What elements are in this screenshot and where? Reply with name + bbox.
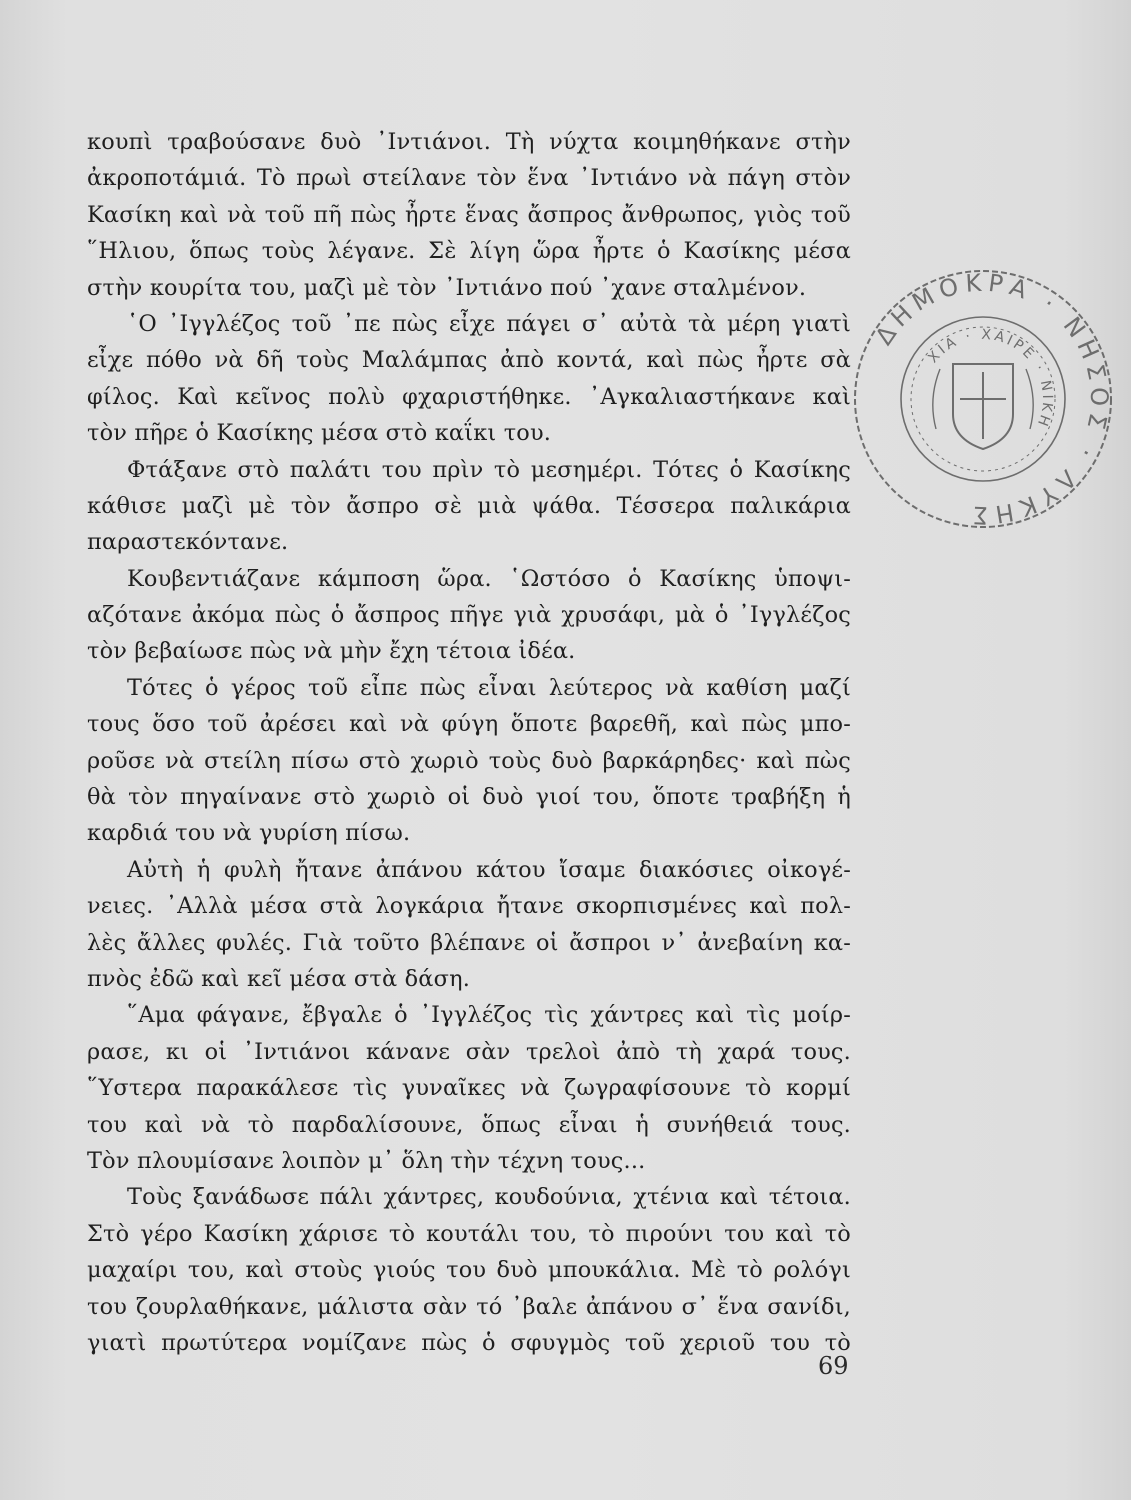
text-line: Τότες ὁ γέρος τοῦ εἶπε πὼς εἶναι λεύτερος νὰ καθίση μαζί bbox=[127, 674, 851, 701]
text-line: τὸν πῆρε ὁ Κασίκης μέσα στὸ καΐκι του. bbox=[87, 420, 552, 447]
text-line: ῞Αμα φάγανε, ἔβγαλε ὁ ᾿Ιγγλέζος τὶς χάντρες καὶ τὶς μοίρ- bbox=[127, 1002, 851, 1029]
body-text bbox=[87, 124, 851, 1361]
text-line: θὰ τὸν πηγαίνανε στὸ χωριὸ οἱ δυὸ γιοί του, ὅποτε τραβήξη ἡ bbox=[87, 784, 851, 811]
text-line: λὲς ἄλλες φυλές. Γιὰ τοῦτο βλέπανε οἱ ἄσπροι ν᾿ ἀνεβαίνη κα- bbox=[87, 929, 851, 956]
text-line: ῞Υστερα παρακάλεσε τὶς γυναῖκες νὰ ζωγραφίσουνε τὸ κορμί bbox=[87, 1075, 851, 1102]
text-line: Κασίκη καὶ νὰ τοῦ πῆ πὼς ἦρτε ἕνας ἄσπρος ἄνθρωπος, γιὸς τοῦ bbox=[87, 201, 851, 228]
text-line: του ζουρλαθήκανε, μάλιστα σὰν τό ᾿βαλε ἀπάνου σ᾿ ἕνα σανίδι, bbox=[87, 1293, 851, 1320]
text-line: καρδιά του νὰ γυρίση πίσω. bbox=[87, 820, 411, 847]
stamp-inner-text: ΧΙΑ · ΧΑΙΡΕ · ΝΙΚΗ bbox=[925, 326, 1056, 431]
text-line: κουπὶ τραβούσανε δυὸ ᾿Ιντιάνοι. Τὴ νύχτα κοιμηθήκανε στὴν bbox=[87, 129, 851, 155]
text-line: ῾Ο ᾿Ιγγλέζος τοῦ ᾿πε πὼς εἶχε πάγει σ᾿ αὐτὰ τὰ μέρη γιατὶ bbox=[127, 310, 851, 337]
text-line: τὸν βεβαίωσε πὼς νὰ μὴν ἔχη τέτοια ἰδέα. bbox=[87, 638, 576, 665]
text-line: ροῦσε νὰ στείλη πίσω στὸ χωριὸ τοὺς δυὸ βαρκάρηδες· καὶ πὼς bbox=[87, 747, 851, 774]
text-line: στὴν κουρίτα του, μαζὶ μὲ τὸν ᾿Ιντιάνο πού ᾿χανε σταλμένον. bbox=[87, 274, 807, 301]
text-line: παραστεκόντανε. bbox=[87, 529, 289, 556]
stamp-outer-text: ΔΗΜΟΚΡΑ · ΝΗΣΟΣ · ΛΥΚΗΣ bbox=[869, 268, 1114, 530]
page-number: 69 bbox=[818, 1352, 849, 1380]
text-line: φίλος. Καὶ κεῖνος πολὺ φχαριστήθηκε. ᾿Αγκαλιαστήκανε καὶ bbox=[87, 383, 851, 410]
text-line: ρασε, κι οἱ ᾿Ιντιάνοι κάνανε σὰν τρελοὶ ἀπὸ τὴ χαρά τους. bbox=[87, 1038, 851, 1065]
text-line: του καὶ νὰ τὸ παρδαλίσουνε, ὅπως εἶναι ἡ συνήθειά τους. bbox=[87, 1111, 851, 1138]
text-line: γιατὶ πρωτύτερα νομίζανε πὼς ὁ σφυγμὸς τοῦ χεριοῦ του τὸ bbox=[87, 1329, 851, 1356]
library-stamp-icon bbox=[838, 254, 1128, 544]
text-line: κάθισε μαζὶ μὲ τὸν ἄσπρο σὲ μιὰ ψάθα. Τέσσερα παλικάρια bbox=[87, 492, 851, 519]
text-line: Φτάξανε στὸ παλάτι του πρὶν τὸ μεσημέρι. Τότες ὁ Κασίκης bbox=[127, 456, 851, 483]
text-line: Αὐτὴ ἡ φυλὴ ἤτανε ἀπάνου κάτου ἴσαμε διακόσιες οἰκογέ- bbox=[127, 856, 851, 883]
text-line: πνὸς ἐδῶ καὶ κεῖ μέσα στὰ δάση. bbox=[87, 965, 471, 992]
text-line: Κουβεντιάζανε κάμποση ὥρα. ῾Ωστόσο ὁ Κασίκης ὑποψι- bbox=[127, 565, 851, 592]
svg-text:ΧΙΑ · ΧΑΙΡΕ · ΝΙΚΗ bbox=[925, 327, 1055, 431]
text-line: Τὸν πλουμίσανε λοιπὸν μ᾿ ὅλη τὴν τέχνη τους... bbox=[87, 1147, 646, 1174]
text-line: μαχαίρι του, καὶ στοὺς γιούς του δυὸ μπουκάλια. Μὲ τὸ ρολόγι bbox=[87, 1257, 851, 1284]
text-line: εἶχε πόθο νὰ δῆ τοὺς Μαλάμπας ἀπὸ κοντά, καὶ πὼς ἦρτε σὰ bbox=[87, 347, 851, 374]
text-line: αζότανε ἀκόμα πὼς ὁ ἄσπρος πῆγε γιὰ χρυσάφι, μὰ ὁ ᾿Ιγγλέζος bbox=[87, 602, 851, 629]
text-line: Τοὺς ξανάδωσε πάλι χάντρες, κουδούνια, χτένια καὶ τέτοια. bbox=[127, 1184, 851, 1211]
text-line: ῞Ηλιου, ὅπως τοὺς λέγανε. Σὲ λίγη ὥρα ἦρτε ὁ Κασίκης μέσα bbox=[87, 238, 851, 265]
text-line: νειες. ᾿Αλλὰ μέσα στὰ λογκάρια ἤτανε σκορπισμένες καὶ πολ- bbox=[87, 893, 851, 920]
text-line: τους ὅσο τοῦ ἀρέσει καὶ νὰ φύγη ὅποτε βαρεθῆ, καὶ πὼς μπο- bbox=[87, 711, 851, 738]
text-line: Στὸ γέρο Κασίκη χάρισε τὸ κουτάλι του, τὸ πιρούνι του καὶ τὸ bbox=[87, 1220, 851, 1247]
text-line: ἀκροποτάμιά. Τὸ πρωὶ στείλανε τὸν ἕνα ᾿Ιντιάνο νὰ πάγη στὸν bbox=[87, 165, 851, 192]
